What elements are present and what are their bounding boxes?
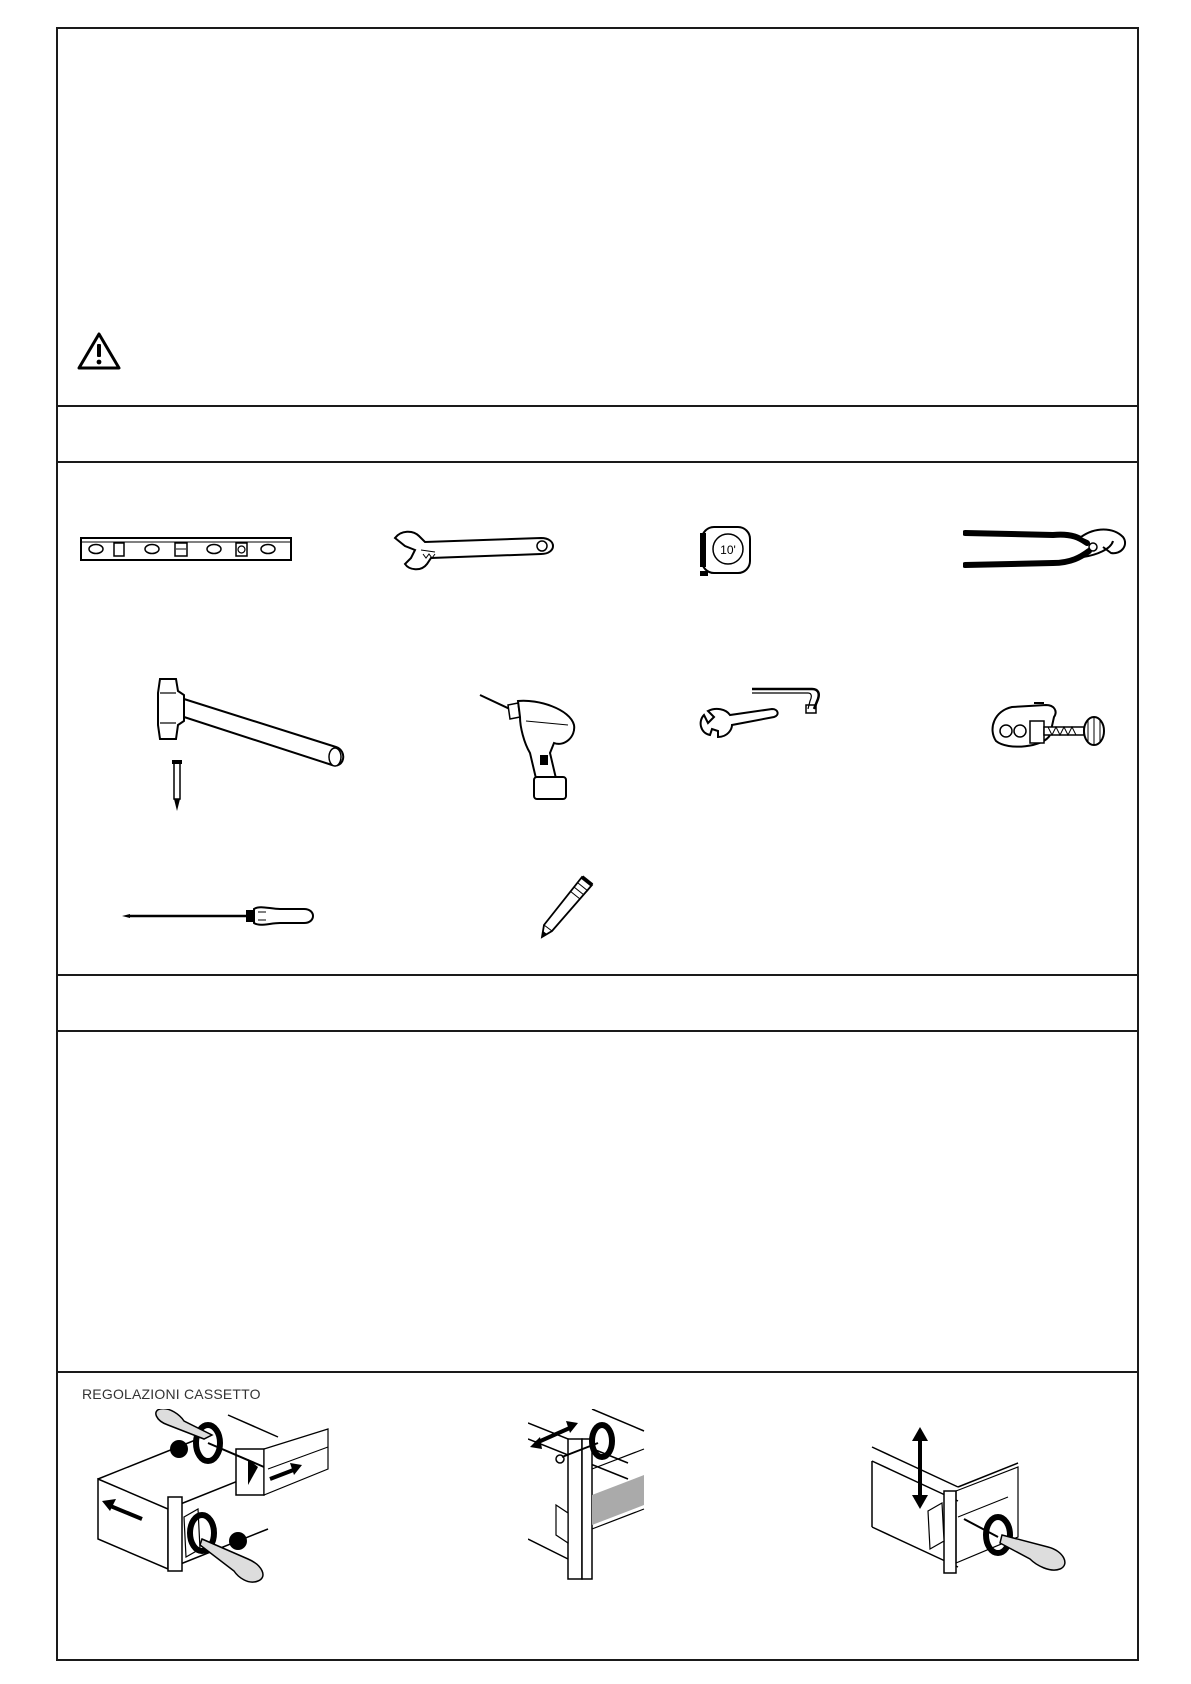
tape-measure-label: 10' [720,543,736,557]
adjustable-wrench-icon [391,528,561,576]
divider [58,1371,1137,1373]
depth-adjustment-figure-icon [528,1409,728,1589]
divider [58,405,1137,407]
tape-measure-icon [698,523,754,579]
page-frame [56,27,1139,1661]
pipe-cutter-icon [988,699,1118,759]
divider [58,1030,1137,1032]
tools-section [58,463,1137,963]
spirit-level-icon [80,534,292,564]
hammer-and-nail-icon [148,677,348,813]
drawer-adjustments-title: REGOLAZIONI CASSETTO [82,1386,261,1402]
water-pump-pliers-icon [963,525,1133,573]
pencil-icon [538,875,598,939]
intro-section [58,29,1137,407]
power-drill-icon [478,691,590,803]
open-wrench-and-hex-key-icon [698,685,828,745]
screwdriver-icon [120,903,320,929]
warning-triangle-icon [76,331,122,371]
divider [58,974,1137,976]
height-adjustment-figure-icon [868,1407,1098,1587]
lateral-adjustment-figure-icon [88,1409,358,1589]
